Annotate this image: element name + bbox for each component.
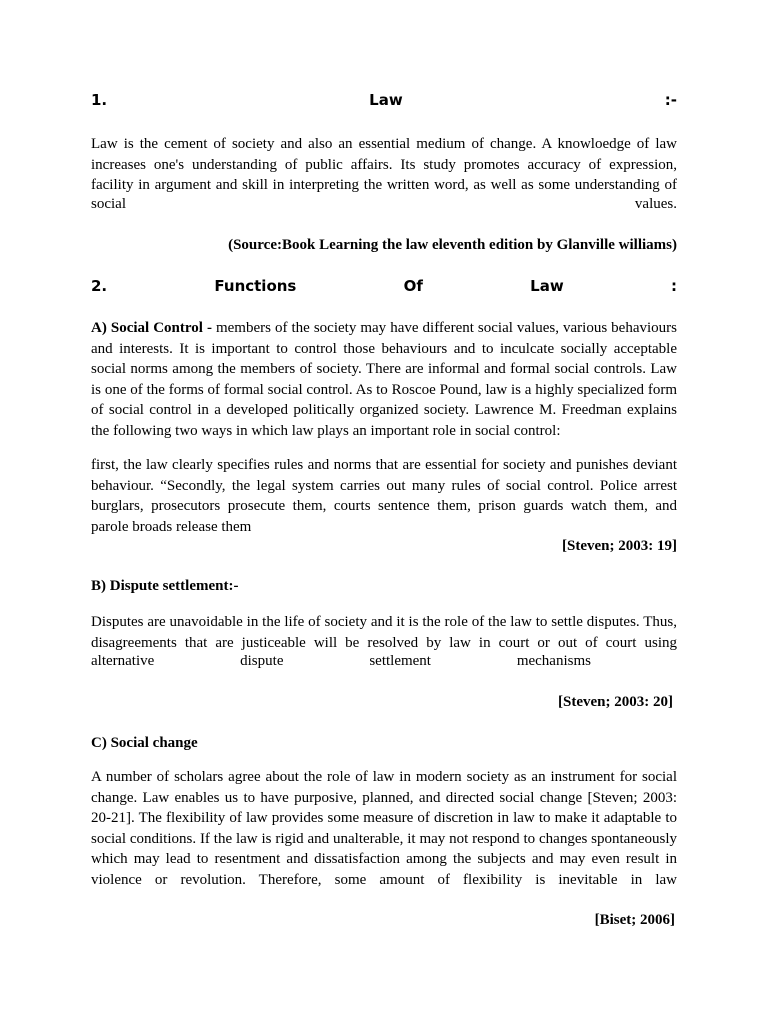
section-1-heading — [91, 91, 677, 109]
section-1-source: (Source:Book Learning the law eleventh edition by Glanville williams) — [228, 237, 677, 253]
section-2-number: 2. — [91, 277, 108, 295]
dispute-settlement-title: B) Dispute settlement:- — [91, 578, 239, 594]
social-control-title: A) Social Control - — [91, 320, 212, 336]
section-2-suffix: : — [670, 277, 677, 295]
social-control-citation: [Steven; 2003: 19] — [562, 538, 677, 554]
section-2-word-2: Of — [403, 277, 423, 295]
section-2-word-1: Functions — [214, 277, 297, 295]
dispute-settlement-citation: [Steven; 2003: 20] — [558, 694, 673, 710]
social-change-title: C) Social change — [91, 735, 198, 751]
section-1-suffix: :- — [664, 91, 677, 109]
social-change-citation: [Biset; 2006] — [594, 912, 675, 928]
social-control-paragraph-2: first, the law clearly specifies rules and norms that are essential for society and punishes deviant behaviour. “Secondly, the legal system carries out many rules of social control. Police arrest burglars, prosecutors prosecute them, courts sentence them, prison guards watch them, and parole broads release them — [91, 457, 677, 535]
social-change-paragraph: A number of scholars agree about the role of law in modern society as an instrument for social change. Law enables us to have purposive, planned, and directed social change [Steven; 2003: 20-21]. The flexibility of law provides some measure of discretion in law to make it adaptable to social conditions. If the law is rigid and unalterable, it may not respond to changes spontaneously which may lead to resentment and dissatisfaction among the subjects and may even result in violence or revolution. Therefore, some amount of flexibility is inevitable in law — [91, 769, 677, 888]
section-1-paragraph-tail: social values. — [91, 196, 677, 212]
section-1-paragraph: Law is the cement of society and also an essential medium of change. A knowloedge of law increases one's understanding of public affairs. Its study promotes accuracy of expression, facility in argument and skill in interpreting the written word, as well as some understanding of — [91, 136, 677, 194]
section-2-word-3: Law — [530, 277, 564, 295]
social-control-paragraph: A) Social Control - members of the society may have different social values, various behaviours and interests. It is important to control those behaviours and to inculcate socially acceptable social norms among the members of society. There are informal and formal social controls. Law is one of the forms of formal social control. As to Roscoe Pound, law is a highly specialized form of social control in a developed politically organized society. Lawrence M. Freedman explains the following two ways in which law plays an important role in social control: — [91, 320, 678, 439]
dispute-settlement-paragraph: Disputes are unavoidable in the life of society and it is the role of the law to settle disputes. Thus, disagreements that are justiceable will be resolved by law in court or out of court using — [91, 614, 677, 651]
section-2-heading — [91, 277, 677, 295]
dispute-settlement-paragraph-tail: alternative dispute settlement mechanisms — [91, 653, 591, 669]
section-1-number: 1. — [91, 91, 108, 109]
section-1-title: Law — [369, 91, 403, 109]
